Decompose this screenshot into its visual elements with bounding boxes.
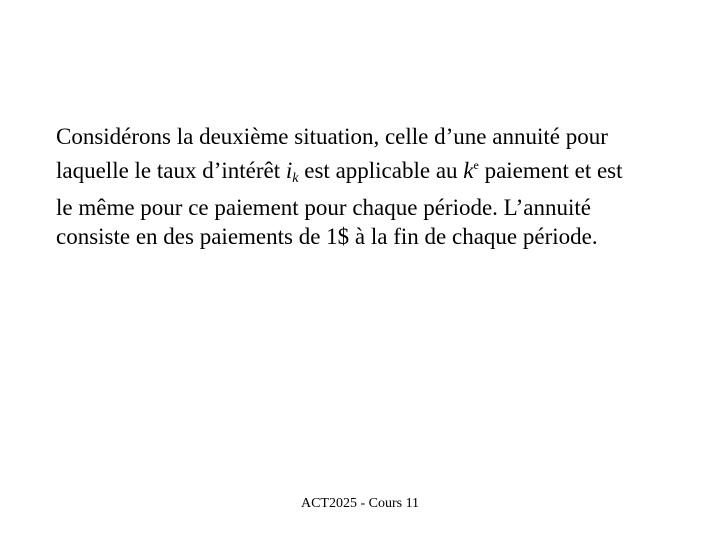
body-line-3: le même pour ce paiement pour chaque période. L’annuité <box>56 195 591 220</box>
line-2-before: laquelle le taux d’intérêt <box>56 158 286 183</box>
body-line-2 <box>56 151 666 193</box>
body-line-1: Considérons la deuxième situation, celle d’une annuité pour <box>56 124 608 149</box>
line-2-after: paiement et est <box>478 158 623 183</box>
superscript-e: e <box>473 158 479 172</box>
slide-footer: ACT2025 - Cours 11 <box>300 496 420 511</box>
variable-k: k <box>463 158 474 183</box>
body-line-4: consiste en des paiements de 1$ à la fin de chaque période. <box>56 224 598 249</box>
variable-i: i <box>285 158 293 183</box>
slide-body-text <box>56 122 666 251</box>
line-2-middle: est applicable au <box>298 158 464 183</box>
subscript-k: k <box>292 171 299 186</box>
